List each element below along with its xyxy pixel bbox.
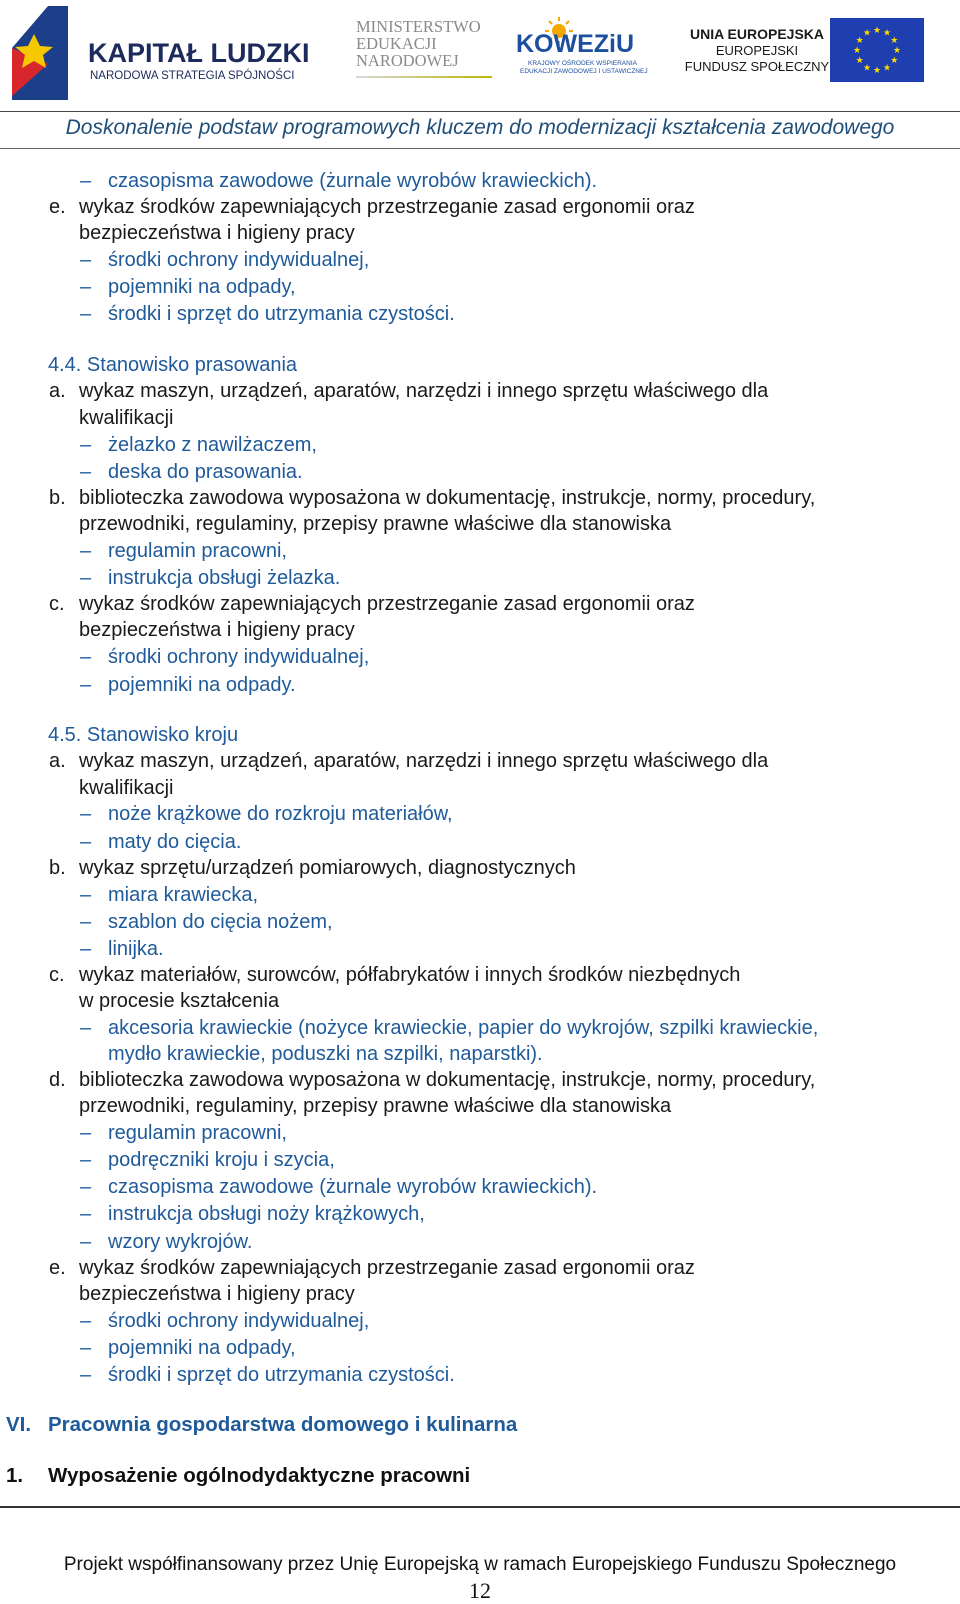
item-text: przewodniki, regulaminy, przepisy prawne właściwe dla stanowiska <box>79 1095 672 1117</box>
dash-bullet-icon: – <box>80 170 92 192</box>
bullet-text: mydło krawieckie, poduszki na szpilki, naparstki). <box>108 1043 543 1065</box>
dash-bullet-icon: – <box>80 1017 92 1039</box>
bullet-text: czasopisma zawodowe (żurnale wyrobów krawieckich). <box>108 1176 598 1198</box>
bullet-text: środki i sprzęt do utrzymania czystości. <box>108 1364 455 1386</box>
ue-line2: EUROPEJSKI <box>715 43 799 58</box>
bullet-text: pojemniki na odpady, <box>108 276 296 298</box>
bullet-text: linijka. <box>108 938 164 960</box>
men-line3: NARODOWEJ <box>356 51 459 70</box>
koweziu-line1: KRAJOWY OŚRODEK WSPIERANIA <box>528 60 637 67</box>
subsection-title: 4.5. Stanowisko kroju <box>48 724 239 746</box>
dash-bullet-icon: – <box>80 540 92 562</box>
koweziu-name: KOWEZiU <box>516 30 635 58</box>
eu-star-icon: ★ <box>890 35 899 45</box>
header-rule <box>0 111 960 112</box>
dash-bullet-icon: – <box>80 1176 92 1198</box>
dash-bullet-icon: – <box>80 1337 92 1359</box>
dash-bullet-icon: – <box>80 884 92 906</box>
section-1-text: Wyposażenie ogólnodydaktyczne pracowni <box>48 1464 471 1487</box>
bullet-text: regulamin pracowni, <box>108 1122 287 1144</box>
item-text: bezpieczeństwa i higieny pracy <box>79 619 355 641</box>
kl-subtitle: NARODOWA STRATEGIA SPÓJNOŚCI <box>90 70 295 82</box>
dash-bullet-icon: – <box>80 1122 92 1144</box>
dash-bullet-icon: – <box>80 276 92 298</box>
section-vi-marker: VI. <box>6 1413 32 1436</box>
bullet-text: regulamin pracowni, <box>108 540 287 562</box>
footer-rule <box>0 1506 960 1508</box>
item-marker: d. <box>49 1069 66 1091</box>
item-marker: a. <box>49 380 66 402</box>
dash-bullet-icon: – <box>80 1364 92 1386</box>
item-text: wykaz maszyn, urządzeń, aparatów, narzędzi i innego sprzętu właściwego dla <box>79 750 769 772</box>
dash-bullet-icon: – <box>80 434 92 456</box>
eu-star-icon: ★ <box>855 55 864 65</box>
dash-bullet-icon: – <box>80 831 92 853</box>
ue-line1: UNIA EUROPEJSKA <box>689 26 825 42</box>
page-number: 12 <box>469 1578 491 1603</box>
koweziu-line2: EDUKACJI ZAWODOWEJ I USTAWICZNEJ <box>520 68 648 75</box>
subsection-title: 4.4. Stanowisko prasowania <box>48 354 298 376</box>
dash-bullet-icon: – <box>80 1310 92 1332</box>
item-text: w procesie kształcenia <box>79 990 280 1012</box>
dash-bullet-icon: – <box>80 1203 92 1225</box>
section-vi-text: Pracownia gospodarstwa domowego i kulinarna <box>48 1413 518 1436</box>
ue-line3: FUNDUSZ SPOŁECZNY <box>684 59 830 74</box>
eu-star-icon: ★ <box>862 62 872 73</box>
kapital-ludzki-logo <box>4 4 310 104</box>
dash-bullet-icon: – <box>80 1231 92 1253</box>
item-text: biblioteczka zawodowa wyposażona w dokumentację, instrukcje, normy, procedury, <box>79 1069 816 1091</box>
bullet-text: instrukcja obsługi noży krążkowych, <box>108 1203 425 1225</box>
footer-text: Projekt współfinansowany przez Unię Europejską w ramach Europejskiego Funduszu Społecznego <box>63 1554 897 1575</box>
dash-bullet-icon: – <box>80 911 92 933</box>
eu-star-icon: ★ <box>872 65 882 75</box>
dash-bullet-icon: – <box>80 461 92 483</box>
item-text: wykaz środków zapewniających przestrzeganie zasad ergonomii oraz <box>79 196 695 218</box>
item-text: biblioteczka zawodowa wyposażona w dokumentację, instrukcje, normy, procedury, <box>79 487 816 509</box>
eu-star-icon: ★ <box>855 35 864 45</box>
bullet-text: środki i sprzęt do utrzymania czystości. <box>108 303 455 325</box>
item-marker: c. <box>49 964 65 986</box>
item-text: wykaz maszyn, urządzeń, aparatów, narzędzi i innego sprzętu właściwego dla <box>79 380 769 402</box>
dash-bullet-icon: – <box>80 674 92 696</box>
bullet-text: żelazko z nawilżaczem, <box>108 434 317 456</box>
men-logo <box>356 18 496 82</box>
bullet-text: miara krawiecka, <box>108 884 259 906</box>
item-text: kwalifikacji <box>79 777 174 799</box>
bullet-text: czasopisma zawodowe (żurnale wyrobów krawieckich). <box>108 170 598 192</box>
bullet-text: szablon do cięcia nożem, <box>108 911 333 933</box>
item-text: wykaz środków zapewniających przestrzeganie zasad ergonomii oraz <box>79 593 695 615</box>
bullet-text: akcesoria krawieckie (nożyce krawieckie, papier do wykrojów, szpilki krawieckie, <box>108 1017 819 1039</box>
eu-star-icon: ★ <box>892 45 902 55</box>
item-marker: b. <box>49 487 66 509</box>
dash-bullet-icon: – <box>80 567 92 589</box>
page-header <box>0 0 960 115</box>
men-line2: EDUKACJI <box>356 34 437 53</box>
dash-bullet-icon: – <box>80 646 92 668</box>
eu-star-icon: ★ <box>872 25 882 35</box>
eu-star-icon: ★ <box>882 62 892 73</box>
bullet-text: noże krążkowe do rozkroju materiałów, <box>108 803 453 825</box>
bullet-text: środki ochrony indywidualnej, <box>108 646 370 668</box>
bullet-text: instrukcja obsługi żelazka. <box>108 567 341 589</box>
item-marker: e. <box>49 1257 66 1279</box>
kapital-ludzki-emblem-icon <box>4 4 76 102</box>
dash-bullet-icon: – <box>80 249 92 271</box>
dash-bullet-icon: – <box>80 803 92 825</box>
bullet-text: pojemniki na odpady, <box>108 1337 296 1359</box>
men-underline <box>356 76 492 78</box>
item-text: wykaz sprzętu/urządzeń pomiarowych, diagnostycznych <box>79 857 576 879</box>
item-text: wykaz materiałów, surowców, półfabrykatów i innych środków niezbędnych <box>79 964 741 986</box>
bullet-text: wzory wykrojów. <box>108 1231 253 1253</box>
item-text: bezpieczeństwa i higieny pracy <box>79 1283 355 1305</box>
item-text: bezpieczeństwa i higieny pracy <box>79 222 355 244</box>
eu-star-icon: ★ <box>882 27 892 38</box>
item-marker: c. <box>49 593 65 615</box>
bullet-text: pojemniki na odpady. <box>108 674 296 696</box>
section-1-marker: 1. <box>6 1464 24 1487</box>
eu-stars-icon <box>830 18 924 82</box>
eu-star-icon: ★ <box>852 45 862 55</box>
item-text: wykaz środków zapewniających przestrzeganie zasad ergonomii oraz <box>79 1257 695 1279</box>
eu-text <box>684 26 830 78</box>
item-marker: a. <box>49 750 66 772</box>
bullet-text: środki ochrony indywidualnej, <box>108 249 370 271</box>
item-marker: e. <box>49 196 66 218</box>
bullet-text: deska do prasowania. <box>108 461 303 483</box>
eu-star-icon: ★ <box>862 27 872 38</box>
kl-title: KAPITAŁ LUDZKI <box>88 38 310 68</box>
eu-flag <box>830 18 924 82</box>
men-line1: MINISTERSTWO <box>356 17 481 36</box>
item-text: kwalifikacji <box>79 407 174 429</box>
bullet-text: środki ochrony indywidualnej, <box>108 1310 370 1332</box>
dash-bullet-icon: – <box>80 303 92 325</box>
koweziu-logo <box>516 16 648 82</box>
eu-star-icon: ★ <box>890 55 899 65</box>
bullet-text: maty do cięcia. <box>108 831 242 853</box>
running-title: Doskonalenie podstaw programowych kluczem do modernizacji kształcenia zawodowego <box>65 116 895 139</box>
dash-bullet-icon: – <box>80 938 92 960</box>
bullet-text: podręczniki kroju i szycia, <box>108 1149 335 1171</box>
item-marker: b. <box>49 857 66 879</box>
item-text: przewodniki, regulaminy, przepisy prawne właściwe dla stanowiska <box>79 513 672 535</box>
dash-bullet-icon: – <box>80 1149 92 1171</box>
running-title-rule <box>0 148 960 149</box>
